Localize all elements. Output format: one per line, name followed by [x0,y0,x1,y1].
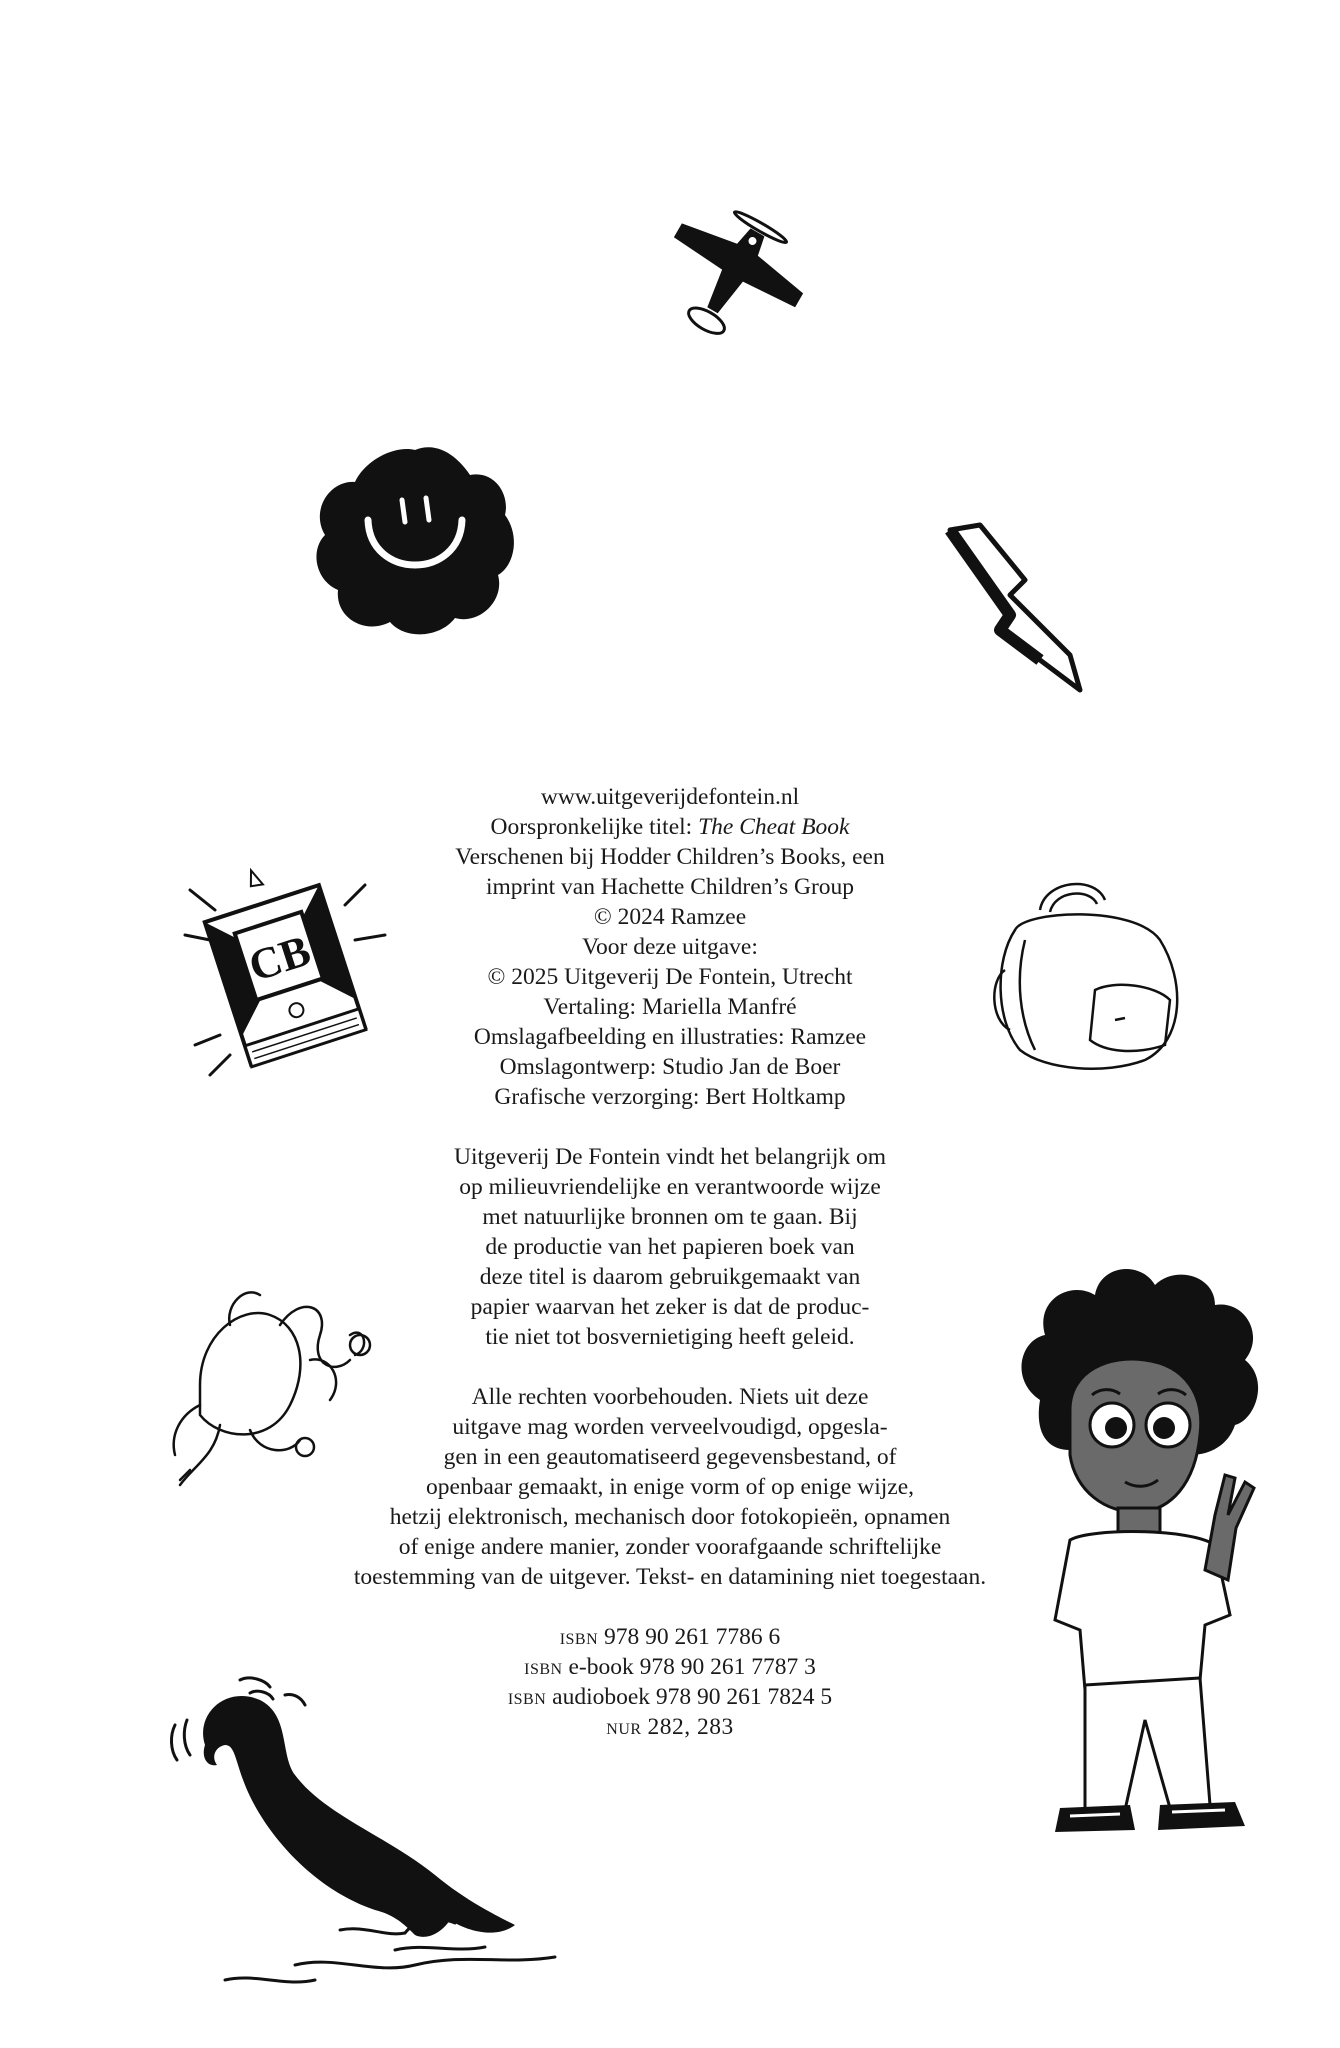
credit-line: Grafische verzorging: Bert Holtkamp [494,1084,846,1110]
environment-line: deze titel is daarom gebruikgemaakt van [479,1264,861,1290]
isbn-value: e-book 978 90 261 7787 3 [568,1654,816,1680]
credit-line: © 2024 Ramzee [593,904,747,930]
rights-line: openbaar gemaakt, in enige vorm of op enige wijze, [425,1474,915,1500]
nur-line [240,1712,1100,1742]
credits-block [240,812,1100,1112]
rights-line: uitgave mag worden verveelvoudigd, opgesla- [452,1414,888,1440]
credit-line: Vertaling: Mariella Manfré [543,994,797,1020]
rights-line: Alle rechten voorbehouden. Niets uit deze [471,1384,869,1410]
environment-line: met natuurlijke bronnen om te gaan. Bij [482,1204,858,1230]
isbn-label: isbn [507,1684,547,1710]
isbn-label: isbn [559,1624,599,1650]
isbn-line [240,1652,1100,1682]
rights-line: toestemming van de uitgever. Tekst- en datamining niet toegestaan. [353,1564,987,1590]
isbn-block [240,1622,1100,1742]
smiley-cloud-illustration [310,440,520,640]
credit-line: Verschenen bij Hodder Children’s Books, een [455,844,885,870]
airplane-illustration [650,205,810,355]
isbn-value: audioboek 978 90 261 7824 5 [552,1684,833,1710]
isbn-label: isbn [524,1654,563,1680]
colophon [240,782,1100,1742]
rights-line: of enige andere manier, zonder voorafgaande schriftelijke [398,1534,942,1560]
isbn-line [240,1622,1100,1652]
isbn-value: 978 90 261 7786 6 [604,1624,781,1650]
nur-label: nur [606,1714,642,1740]
rights-statement [240,1382,1100,1592]
credit-line: Voor deze uitgave: [582,934,758,960]
environment-line: tie niet tot bosvernietiging heeft geleid. [485,1324,855,1350]
rights-line: gen in een geautomatiseerd gegevensbestand, of [443,1444,897,1470]
environment-statement [240,1142,1100,1352]
environment-line: papier waarvan het zeker is dat de produc- [470,1294,870,1320]
credit-line: Omslagontwerp: Studio Jan de Boer [499,1054,841,1080]
environment-line: Uitgeverij De Fontein vindt het belangrijk om [453,1144,887,1170]
rights-line: hetzij elektronisch, mechanisch door fotokopieën, opnamen [389,1504,951,1530]
isbn-line [240,1682,1100,1712]
original-title-label: Oorspronkelijke titel: [490,814,693,840]
nur-value: 282, 283 [647,1714,734,1740]
original-title-line [240,812,1100,842]
publisher-website: www.uitgeverijdefontein.nl [540,784,800,810]
lightning-bolt-illustration [940,520,1090,700]
credit-line: Omslagafbeelding en illustraties: Ramzee [473,1024,867,1050]
credit-line: imprint van Hachette Children’s Group [485,874,855,900]
book-cover-letters: CB [242,925,317,992]
original-title: The Cheat Book [698,814,850,840]
credit-line: © 2025 Uitgeverij De Fontein, Utrecht [487,964,853,990]
environment-line: de productie van het papieren boek van [485,1234,855,1260]
environment-line: op milieuvriendelijke en verantwoorde wijze [459,1174,881,1200]
